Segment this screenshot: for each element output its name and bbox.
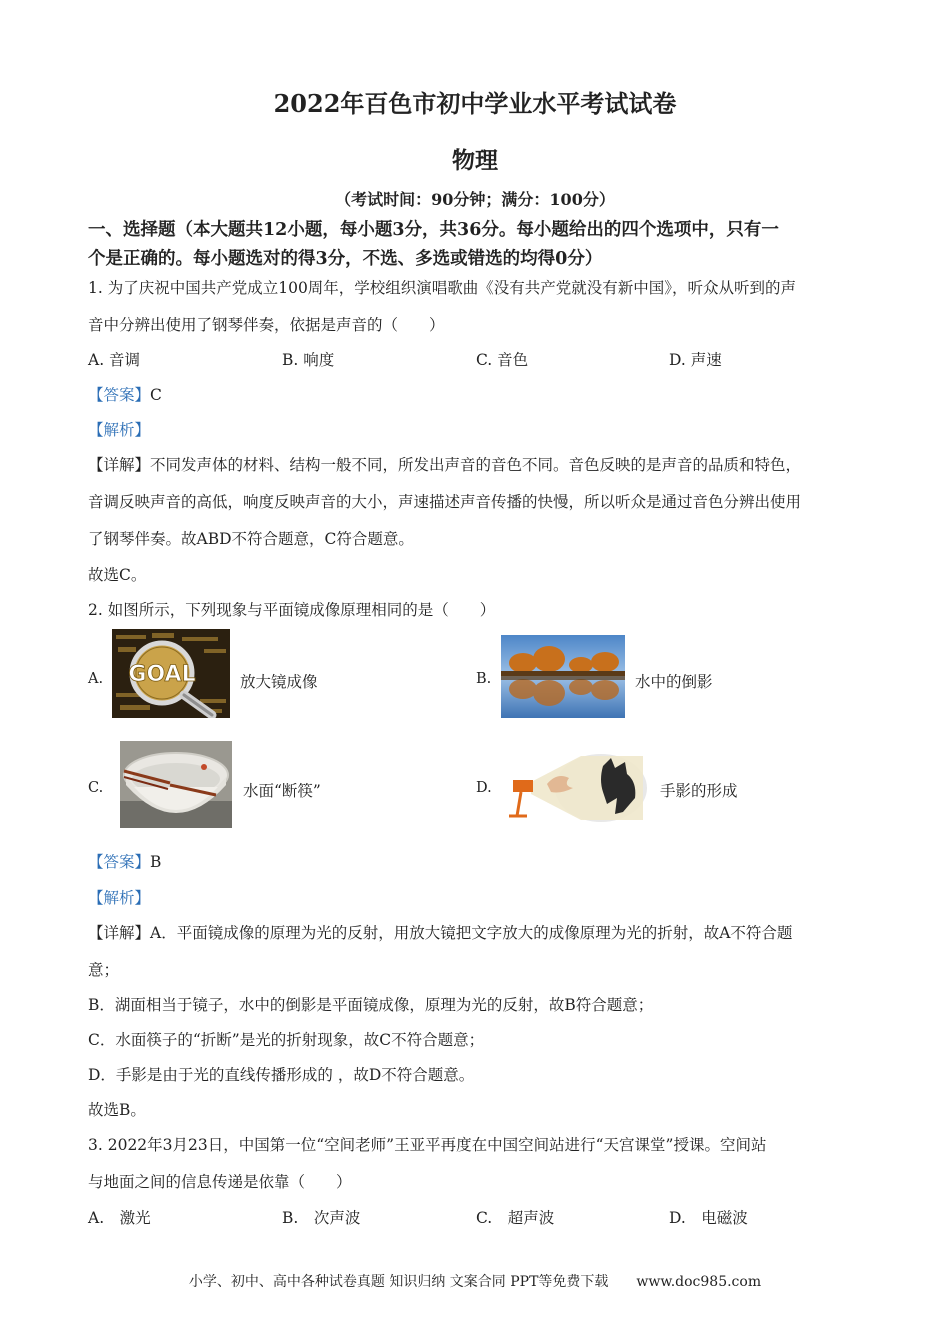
q2-answer (88, 850, 161, 872)
answer-tag: 【答案】 (88, 386, 151, 404)
magnifier-goal-icon (112, 629, 230, 718)
page-footer: 小学、初中、高中各种试卷真题 知识归纳 文案合同 PPT等免费下载 www.doc985.com (188, 1274, 762, 1290)
answer-value: C (150, 386, 162, 404)
q2-option-c-letter: C. (88, 780, 104, 796)
section-heading-line1: 一、选择题（本大题共12小题，每小题3分，共36分。每小题给出的四个选项中，只有一 (88, 220, 779, 240)
detail-tag: 【详解】 (88, 924, 151, 942)
q1-detail-line2: 音调反映声音的高低，响度反映声音的大小，声速描述声音传播的快慢，所以听众是通过音色分辨出使用 (88, 493, 802, 511)
q1-answer (88, 383, 162, 405)
magnifier-goal-image (112, 629, 230, 718)
svg-text:GOAL: GOAL (128, 662, 196, 687)
q2-detail-line2: 意； (88, 961, 120, 979)
section-heading-line2: 个是正确的。每小题选对的得3分，不选、多选或错选的均得0分） (88, 249, 603, 269)
q1-conclusion: 故选C。 (88, 566, 147, 584)
hand-shadow-image (503, 752, 648, 824)
q1-option-c: C. 音色 (476, 351, 529, 369)
q3-stem-line1: 3. 2022年3月23日，中国第一位“空间老师”王亚平再度在中国空间站进行“天宫课堂”授课。空间站 (88, 1136, 767, 1154)
q2-stem: 2. 如图所示，下列现象与平面镜成像原理相同的是（ ） (88, 601, 496, 619)
bowl-chopsticks-icon (120, 741, 232, 828)
exam-info: （考试时间：90分钟；满分：100分） (335, 190, 615, 209)
q2-detail-line5: D．手影是由于光的直线传播形成的 ，故D不符合题意。 (88, 1066, 475, 1084)
lake-reflection-icon (501, 635, 625, 718)
q2-conclusion: 故选B。 (88, 1101, 146, 1119)
subject-title: 物理 (452, 147, 498, 174)
detail-text: A．平面镜成像的原理为光的反射，用放大镜把文字放大的成像原理为光的折射，故A不符合题 (150, 924, 793, 942)
q1-analysis-tag: 【解析】 (88, 421, 151, 439)
q2-option-b-letter: B. (476, 671, 492, 687)
exam-title: 2022年百色市初中学业水平考试试卷 (273, 89, 677, 118)
answer-tag: 【答案】 (88, 853, 151, 871)
q2-option-c-text: 水面“断筷” (243, 782, 321, 800)
q1-detail-line3: 了钢琴伴奏。故ABD不符合题意，C符合题意。 (88, 530, 414, 548)
hand-shadow-icon (503, 752, 648, 824)
q3-option-a: A. 激光 (88, 1209, 151, 1227)
q2-option-d-letter: D. (476, 780, 492, 796)
q2-detail-line4: C．水面筷子的“折断”是光的折射现象，故C不符合题意； (88, 1031, 485, 1049)
q2-analysis-tag: 【解析】 (88, 889, 151, 907)
q3-option-d: D. 电磁波 (669, 1209, 748, 1227)
q1-option-a: A. 音调 (88, 351, 141, 369)
q1-option-d: D. 声速 (669, 351, 722, 369)
q3-stem-line2: 与地面之间的信息传递是依靠（ ） (88, 1173, 352, 1191)
q3-option-b: B. 次声波 (282, 1209, 361, 1227)
answer-value: B (150, 853, 162, 871)
q2-option-b-text: 水中的倒影 (635, 673, 713, 691)
q1-stem-line1: 1. 为了庆祝中国共产党成立100周年，学校组织演唱歌曲《没有共产党就没有新中国》，听众从听到的声 (88, 279, 797, 297)
q2-option-a-letter: A. (88, 671, 104, 687)
detail-tag: 【详解】 (88, 456, 151, 474)
detail-text: 不同发声体的材料、结构一般不同，所发出声音的音色不同。音色反映的是声音的品质和特色， (150, 456, 802, 474)
bowl-chopsticks-image (120, 741, 232, 828)
q2-option-d-text: 手影的形成 (660, 782, 738, 800)
q1-stem-line2: 音中分辨出使用了钢琴伴奏，依据是声音的（ ） (88, 316, 445, 334)
lake-reflection-image (501, 635, 625, 718)
q2-detail-line1 (88, 921, 792, 943)
q1-option-b: B. 响度 (282, 351, 335, 369)
q2-option-a-text: 放大镜成像 (240, 673, 318, 691)
q3-option-c: C. 超声波 (476, 1209, 555, 1227)
q2-detail-line3: B．湖面相当于镜子，水中的倒影是平面镜成像，原理为光的反射，故B符合题意； (88, 996, 654, 1014)
q1-detail-line1 (88, 453, 801, 475)
